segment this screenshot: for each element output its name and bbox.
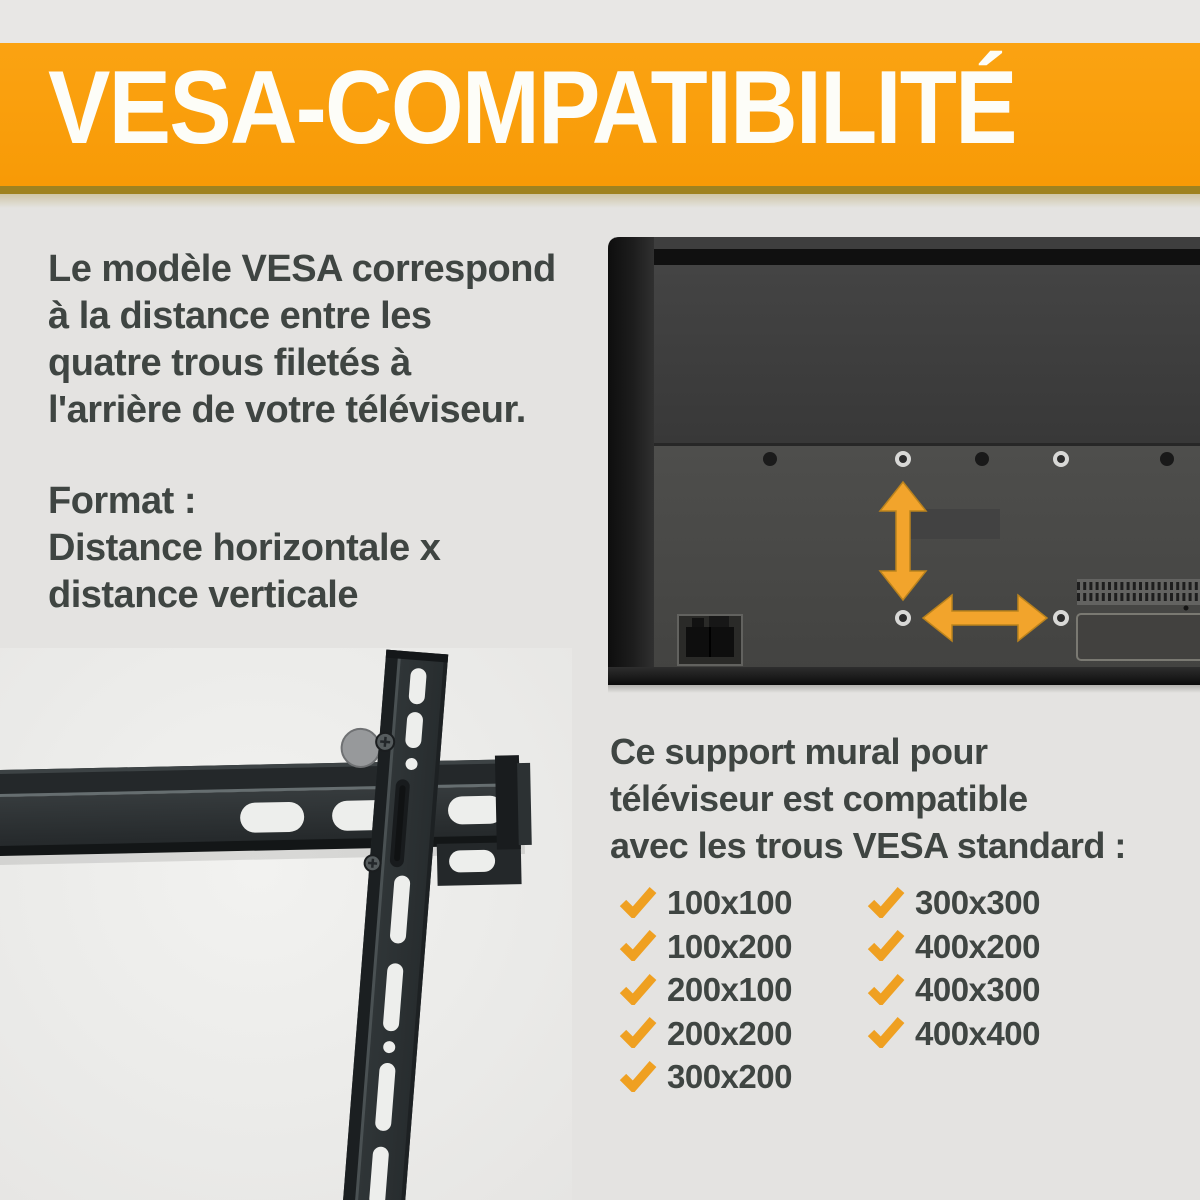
intro-line: Le modèle VESA correspond (48, 248, 556, 290)
tv-top-recess (622, 249, 1200, 265)
tv-panel-detail (908, 509, 1000, 539)
wall-bracket-photo (0, 648, 572, 1200)
screw (375, 732, 394, 751)
vesa-size-label: 200x100 (667, 971, 792, 1009)
list-item (618, 967, 792, 1011)
list-item (866, 924, 1040, 968)
tv-shadow (608, 685, 1200, 693)
tv-left-edge (608, 237, 654, 685)
wall-bracket-drawing (0, 648, 572, 1200)
compat-line: avec les trous VESA standard : (610, 825, 1126, 866)
format-line: Format : (48, 480, 196, 522)
intro-line: à la distance entre les (48, 295, 432, 337)
screw (364, 855, 381, 872)
top-strip (0, 0, 1200, 43)
tv-panel-seam (648, 443, 1200, 446)
intro-line: quatre trous filetés à (48, 342, 411, 384)
tv-back-photo (608, 237, 1200, 693)
vesa-size-list-col1 (618, 880, 792, 1098)
vesa-size-label: 400x400 (915, 1014, 1040, 1052)
list-item (618, 1054, 792, 1098)
list-item (866, 1011, 1040, 1055)
rail-tab-slot (449, 850, 495, 873)
vesa-size-list-col2 (866, 880, 1040, 1054)
banner-shadow (0, 194, 1200, 208)
compat-paragraph (610, 728, 1126, 869)
format-line: distance verticale (48, 574, 358, 616)
vesa-size-label: 100x200 (667, 927, 792, 965)
tv-label-screw (1184, 606, 1189, 611)
tv-bottom-edge (608, 667, 1200, 685)
vesa-size-label: 300x300 (915, 884, 1040, 922)
check-icon (866, 886, 906, 918)
tv-connector-block (678, 615, 742, 665)
vesa-size-label: 200x200 (667, 1014, 792, 1052)
compat-line: téléviseur est compatible (610, 778, 1028, 819)
page-title: VESA-COMPATIBILITÉ (48, 50, 1016, 166)
tv-label-plate (1077, 614, 1200, 660)
arm-slot (405, 712, 424, 749)
list-item (866, 880, 1040, 924)
check-icon (618, 1060, 658, 1092)
check-icon (618, 973, 658, 1005)
format-line: Distance horizontale x (48, 527, 441, 569)
vesa-size-label: 400x200 (915, 927, 1040, 965)
check-icon (618, 1016, 658, 1048)
intro-line: l'arrière de votre téléviseur. (48, 389, 526, 431)
vesa-size-label: 300x200 (667, 1058, 792, 1096)
check-icon (866, 973, 906, 1005)
intro-paragraph (48, 246, 556, 434)
check-icon (866, 1016, 906, 1048)
tv-upper-panel (648, 265, 1200, 445)
format-paragraph (48, 478, 440, 619)
arm-slot (408, 668, 427, 705)
check-icon (866, 929, 906, 961)
tv-arm (306, 648, 449, 1200)
tv-vent-grille (1077, 579, 1200, 605)
list-item (618, 1011, 792, 1055)
vesa-size-label: 400x300 (915, 971, 1040, 1009)
rail-slot (240, 802, 305, 833)
list-item (618, 924, 792, 968)
rail-end-cap (495, 755, 521, 849)
list-item (618, 880, 792, 924)
vesa-size-label: 100x100 (667, 884, 792, 922)
check-icon (618, 929, 658, 961)
compat-line: Ce support mural pour (610, 731, 988, 772)
check-icon (618, 886, 658, 918)
list-item (866, 967, 1040, 1011)
wall-rail (0, 755, 533, 895)
